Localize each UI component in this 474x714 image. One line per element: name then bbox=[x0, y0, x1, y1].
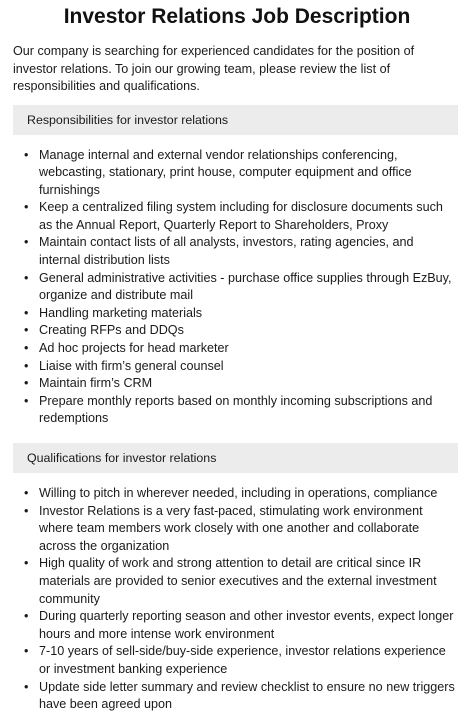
bullet-icon: • bbox=[24, 556, 29, 571]
list-item bbox=[13, 322, 458, 340]
bullet-icon: • bbox=[24, 486, 29, 500]
list-item bbox=[13, 270, 458, 305]
list-item-text: High quality of work and strong attention to detail are critical since IR materials are provided to senior executives and the external investment community bbox=[39, 556, 437, 606]
list-item-text: Investor Relations is a very fast-paced, stimulating work environment where team members work closely with one another and collaborate across the organization bbox=[39, 503, 423, 553]
bullet-icon: • bbox=[24, 609, 29, 624]
list-item-text: Maintain firm’s CRM bbox=[39, 376, 153, 391]
bullet-icon: • bbox=[24, 147, 29, 162]
bullet-icon: • bbox=[24, 270, 29, 285]
bullet-icon: • bbox=[24, 503, 29, 518]
bullet-icon: • bbox=[24, 341, 29, 356]
list-item-text: During quarterly reporting season and other investor events, expect longer hours and more intense work environment bbox=[39, 609, 454, 641]
responsibilities-list bbox=[13, 147, 458, 429]
list-item-text: Handling marketing materials bbox=[39, 305, 203, 320]
bullet-icon: • bbox=[24, 235, 29, 250]
bullet-icon: • bbox=[24, 323, 29, 338]
list-item-text: Liaise with firm’s general counsel bbox=[39, 358, 224, 373]
bullet-icon: • bbox=[24, 679, 29, 694]
list-item bbox=[13, 199, 458, 234]
list-item-text: Keep a centralized filing system including for disclosure documents such as the Annual Report, Quarterly Report to Shareholders, Proxy bbox=[39, 200, 443, 232]
list-item-text: Manage internal and external vendor relationships conferencing, webcasting, stationary, print house, computer equipment and office furnishings bbox=[39, 147, 412, 197]
list-item bbox=[13, 503, 458, 556]
list-item-text: Update side letter summary and review checklist to ensure no new triggers have been agreed upon bbox=[39, 679, 455, 712]
list-item bbox=[13, 643, 458, 678]
list-item bbox=[13, 375, 458, 393]
list-item bbox=[13, 608, 458, 643]
list-item-text: Ad hoc projects for head marketer bbox=[39, 341, 229, 356]
intro-paragraph: Our company is searching for experienced candidates for the position of investor relations. To join our growing team, please review the list of responsibilities and qualifications. bbox=[13, 44, 415, 93]
bullet-icon: • bbox=[24, 376, 29, 391]
qualifications-list bbox=[13, 485, 458, 714]
list-item bbox=[13, 234, 458, 269]
list-item bbox=[13, 555, 458, 608]
page-title: Investor Relations Job Description bbox=[63, 5, 411, 28]
list-item bbox=[13, 147, 458, 200]
list-item-text: Maintain contact lists of all analysts, investors, rating agencies, and internal distribution lists bbox=[39, 235, 414, 268]
list-item-text: Prepare monthly reports based on monthly incoming subscriptions and redemptions bbox=[39, 393, 433, 426]
list-item-text: Creating RFPs and DDQs bbox=[39, 323, 184, 338]
responsibilities-heading bbox=[13, 105, 458, 135]
bullet-icon: • bbox=[24, 200, 29, 215]
list-item-text: Willing to pitch in wherever needed, including in operations, compliance bbox=[39, 486, 438, 500]
list-item-text: General administrative activities - purchase office supplies through EzBuy, organize and distribute mail bbox=[39, 270, 452, 303]
responsibilities-heading-text: Responsibilities for investor relations bbox=[27, 112, 229, 127]
list-item bbox=[13, 358, 458, 376]
list-item bbox=[13, 340, 458, 358]
list-item bbox=[13, 305, 458, 323]
bullet-icon: • bbox=[24, 644, 29, 659]
bullet-icon: • bbox=[24, 393, 29, 408]
bullet-icon: • bbox=[24, 358, 29, 373]
list-item bbox=[13, 679, 458, 714]
qualifications-heading-text: Qualifications for investor relations bbox=[27, 451, 217, 465]
bullet-icon: • bbox=[24, 305, 29, 320]
list-item bbox=[13, 393, 458, 428]
list-item-text: 7-10 years of sell-side/buy-side experience, investor relations experience or investment banking experience bbox=[39, 644, 446, 676]
qualifications-heading bbox=[13, 443, 458, 473]
list-item bbox=[13, 485, 458, 503]
